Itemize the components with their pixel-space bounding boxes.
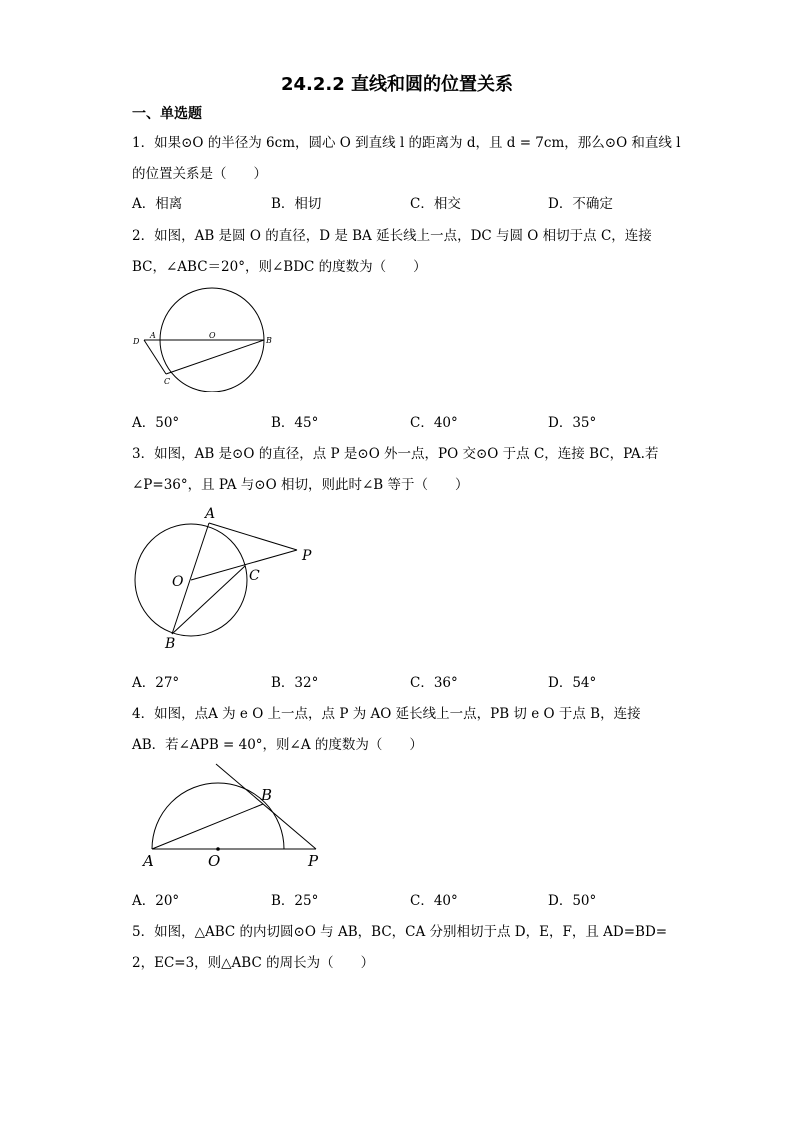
q3-options [132, 671, 692, 691]
q4-label-o: O [208, 852, 221, 870]
q4-line-ab [152, 804, 263, 849]
q1-option-c[interactable]: C．相交 [410, 196, 461, 212]
q4-options [132, 889, 692, 909]
q2-line-cb [166, 340, 264, 374]
q1-options [132, 192, 692, 212]
q5-line-1: 5．如图，△ABC 的内切圆⊙O 与 AB，BC，CA 分别相切于点 D，E，F，且 AD=BD= [132, 924, 668, 940]
q3-label-b: B [165, 636, 176, 652]
q4-option-c[interactable]: C．40° [410, 893, 458, 909]
q2-option-c[interactable]: C．40° [410, 415, 458, 431]
q2-label-d: D [133, 337, 140, 346]
q1-line-2: 的位置关系是（ ） [132, 166, 267, 182]
q1-option-b[interactable]: B．相切 [271, 196, 322, 212]
q3-option-d[interactable]: D．54° [548, 675, 597, 691]
q2-label-c: C [164, 377, 171, 386]
q2-option-d[interactable]: D．35° [548, 415, 597, 431]
q4-center-point [216, 847, 220, 851]
q2-label-b: B [266, 336, 272, 345]
q1-option-d[interactable]: D．不确定 [548, 196, 613, 212]
q5-line-2: 2，EC=3，则△ABC 的周长为（ ） [132, 955, 375, 971]
q4-line-2: AB．若∠APB = 40°，则∠A 的度数为（ ） [132, 737, 423, 753]
q3-label-o: O [172, 574, 184, 590]
q3-label-p: P [302, 548, 312, 564]
q3-line-1: 3．如图，AB 是⊙O 的直径，点 P 是⊙O 外一点，PO 交⊙O 于点 C，连接 BC，PA.若 [132, 446, 659, 462]
q2-option-b[interactable]: B．45° [271, 415, 319, 431]
q3-line-op [191, 550, 297, 580]
q1-line-1: 1．如果⊙O 的半径为 6cm，圆心 O 到直线 l 的距离为 d，且 d = 7cm，那么⊙O 和直线 l [132, 135, 681, 151]
page-title: 24.2.2 直线和圆的位置关系 [280, 74, 514, 95]
q3-figure [125, 500, 325, 655]
q3-option-b[interactable]: B．32° [271, 675, 319, 691]
q3-line-ap [209, 523, 297, 550]
q2-line-1: 2．如图，AB 是圆 O 的直径，D 是 BA 延长线上一点，DC 与圆 O 相切于点 C，连接 [132, 228, 652, 244]
q2-options [132, 411, 692, 431]
q4-label-b: B [261, 786, 273, 804]
q2-label-a: A [150, 331, 156, 340]
q2-option-a[interactable]: A．50° [132, 415, 180, 431]
q1-option-a[interactable]: A．相离 [132, 196, 183, 212]
q4-option-d[interactable]: D．50° [548, 893, 597, 909]
q4-line-tangent [216, 764, 316, 849]
q2-figure [128, 280, 278, 392]
q4-line-1: 4．如图，点A 为 e O 上一点，点 P 为 AO 延长线上一点，PB 切 e O 于点 B，连接 [132, 706, 641, 722]
q4-option-b[interactable]: B．25° [271, 893, 319, 909]
q4-label-p: P [308, 852, 319, 870]
q2-line-2: BC，∠ABC＝20°，则∠BDC 的度数为（ ） [132, 259, 427, 275]
q3-label-c: C [249, 568, 260, 584]
q3-line-2: ∠P=36°，且 PA 与⊙O 相切，则此时∠B 等于（ ） [132, 477, 469, 493]
q3-label-a: A [205, 506, 216, 522]
q4-label-a: A [143, 852, 154, 870]
section-heading: 一、单选题 [132, 106, 202, 122]
q3-option-a[interactable]: A．27° [132, 675, 180, 691]
q2-label-o: O [209, 331, 216, 340]
q3-option-c[interactable]: C．36° [410, 675, 458, 691]
q4-option-a[interactable]: A．20° [132, 893, 180, 909]
q4-figure [138, 762, 333, 872]
